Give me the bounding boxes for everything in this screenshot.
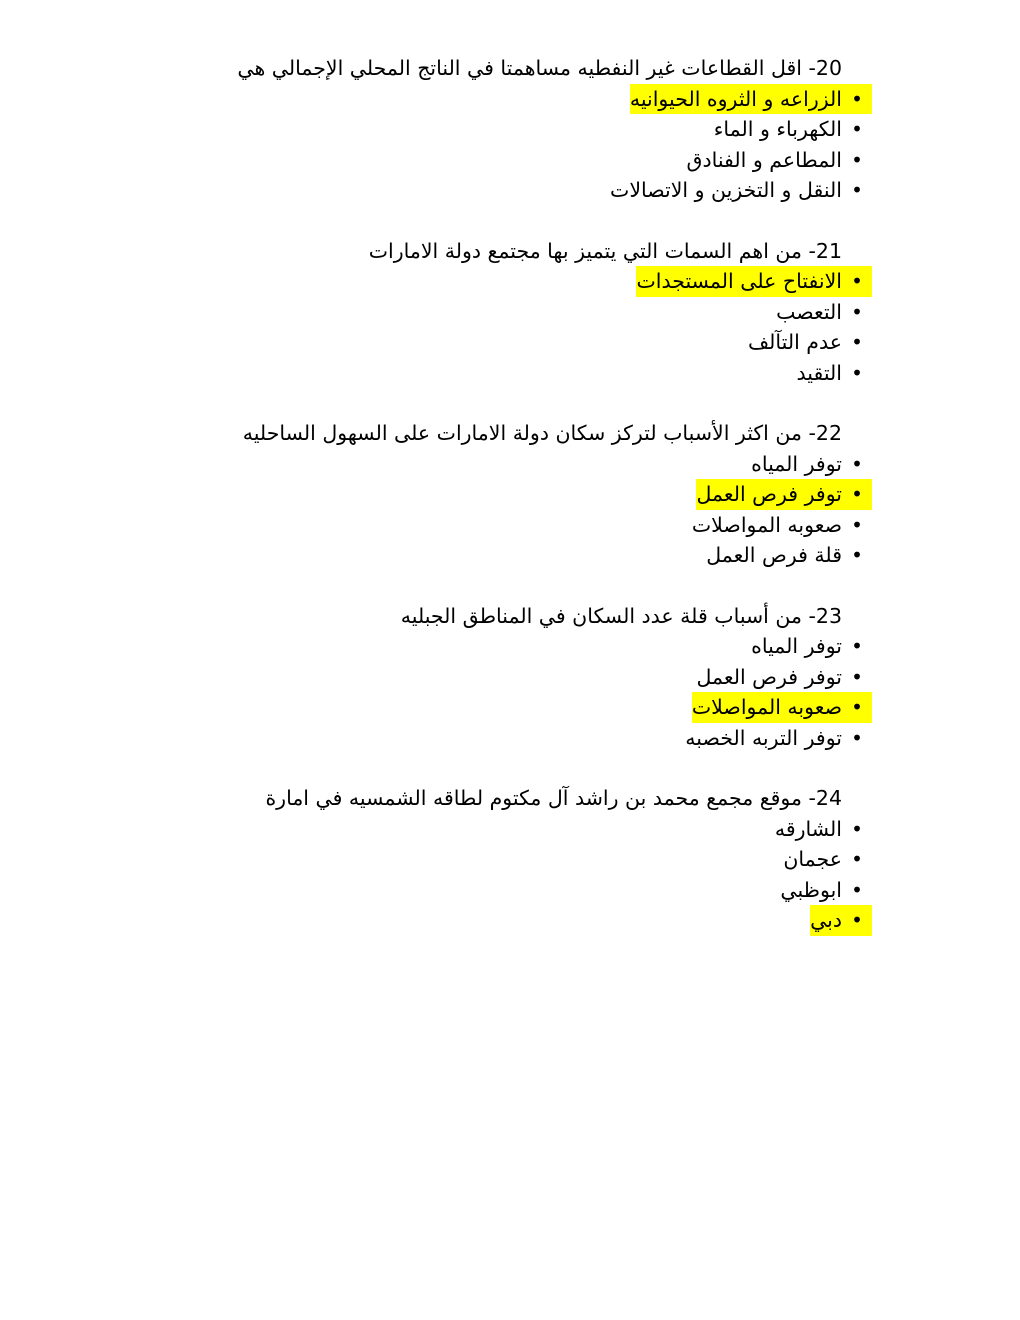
bullet-icon: • (851, 330, 863, 354)
option-text: توفر التربه الخصبه (685, 725, 842, 750)
option-text: التعصب (776, 299, 842, 324)
options-list (120, 814, 872, 936)
option-text: ابوظبي (780, 877, 842, 902)
option-text: الشارقه (774, 816, 842, 841)
option-item (120, 449, 872, 480)
option-item (120, 510, 872, 541)
bullet-icon: • (851, 147, 863, 172)
options-list (120, 84, 872, 206)
bullet-icon: • (851, 543, 863, 567)
bullet-icon: • (851, 664, 863, 689)
bullet-icon: • (851, 178, 863, 202)
question-20 (120, 53, 872, 206)
option-item (120, 905, 872, 936)
option-text: عدم التآلف (747, 330, 842, 354)
bullet-icon: • (851, 360, 863, 385)
document-page (120, 53, 872, 966)
bullet-icon: • (851, 816, 863, 841)
question-title: 24- موقع مجمع محمد بن راشد آل مكتوم لطاقه الشمسيه في امارة (265, 786, 842, 810)
option-text: الكهرباء و الماء (713, 117, 842, 141)
option-item (120, 175, 872, 206)
options-list (120, 631, 872, 753)
bullet-icon: • (851, 908, 863, 932)
option-text: الانفتاح على المستجدات (636, 269, 842, 293)
bullet-icon: • (851, 117, 863, 141)
option-item (120, 631, 872, 662)
options-list (120, 266, 872, 388)
question-title: 20- اقل القطاعات غير النفطيه مساهمتا في الناتج المحلي الإجمالي هي (237, 56, 842, 80)
question-title: 22- من اكثر الأسباب لتركز سكان دولة الامارات على السهول الساحليه (242, 421, 842, 445)
question-24 (120, 783, 872, 936)
question-21 (120, 236, 872, 389)
bullet-icon: • (851, 512, 863, 537)
bullet-icon: • (851, 847, 863, 871)
option-text: الزراعه و الثروه الحيوانيه (629, 86, 842, 111)
option-item (120, 297, 872, 328)
option-item (120, 875, 872, 906)
option-item (120, 662, 872, 693)
option-text: المطاعم و الفنادق (686, 147, 842, 172)
option-item (120, 540, 872, 571)
option-item (120, 114, 872, 145)
bullet-icon: • (851, 299, 863, 324)
option-text: توفر فرص العمل (696, 664, 842, 689)
option-item (120, 84, 872, 115)
option-text: قلة فرص العمل (706, 543, 842, 567)
question-title: 21- من اهم السمات التي يتميز بها مجتمع دولة الامارات (368, 238, 842, 263)
question-title: 23- من أسباب قلة عدد السكان في المناطق الجبليه (400, 603, 842, 628)
bullet-icon: • (851, 877, 863, 902)
option-item (120, 692, 872, 723)
option-item (120, 327, 872, 358)
bullet-icon: • (851, 695, 863, 719)
bullet-icon: • (851, 634, 863, 658)
option-item (120, 814, 872, 845)
bullet-icon: • (851, 86, 863, 111)
option-text: التقيد (796, 360, 842, 385)
option-text: صعوبه المواصلات (691, 695, 842, 719)
option-item (120, 266, 872, 297)
question-22 (120, 418, 872, 571)
option-text: توفر فرص العمل (696, 482, 842, 506)
option-item (120, 844, 872, 875)
bullet-icon: • (851, 451, 863, 476)
options-list (120, 449, 872, 571)
option-text: النقل و التخزين و الاتصالات (610, 178, 842, 202)
option-item (120, 145, 872, 176)
option-item (120, 723, 872, 754)
question-23 (120, 601, 872, 754)
bullet-icon: • (851, 482, 863, 506)
option-text: توفر المياه (751, 634, 842, 658)
option-item (120, 479, 872, 510)
option-text: عجمان (783, 847, 842, 871)
option-text: صعوبه المواصلات (691, 512, 842, 537)
bullet-icon: • (851, 269, 863, 293)
bullet-icon: • (851, 725, 863, 750)
option-text: دبي (810, 908, 842, 932)
option-text: توفر المياه (751, 451, 842, 476)
option-item (120, 358, 872, 389)
